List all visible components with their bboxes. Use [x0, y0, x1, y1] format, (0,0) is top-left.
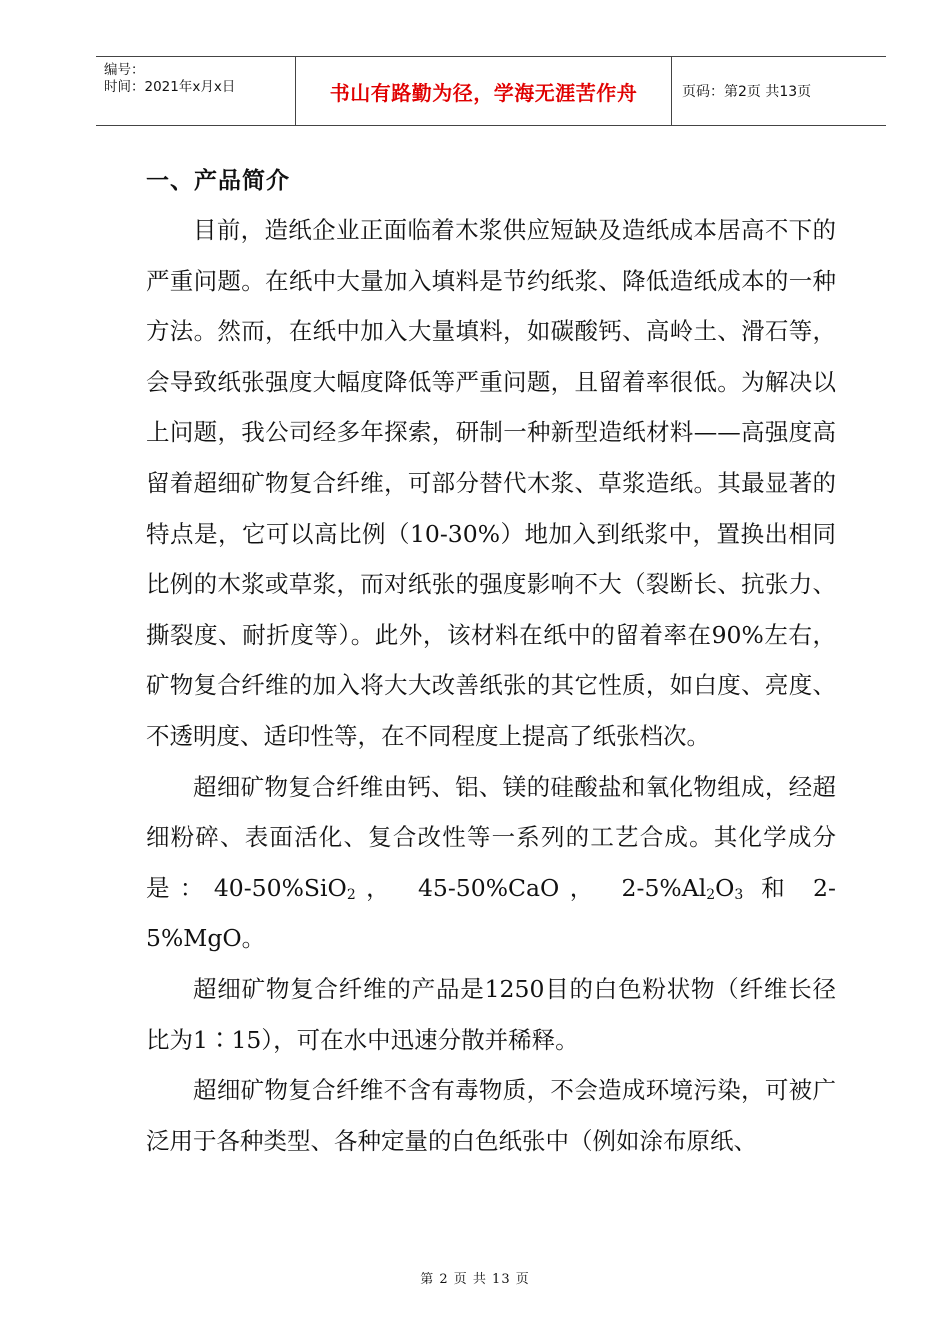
- mgo-value: 2-5%MgO。: [146, 873, 836, 953]
- oxygen: O: [715, 873, 735, 902]
- composition-intro: 超细矿物复合纤维由钙、铝、镁的硅酸盐和氧化物组成，经超细粉碎、表面活化、复合改性等一系列的工艺合成。其化学成分是：: [146, 772, 836, 902]
- al2o3-value: 2-5%Al: [621, 873, 707, 902]
- paragraph-composition: [146, 762, 836, 964]
- header-meta: [96, 57, 296, 125]
- document-body: [146, 205, 836, 1166]
- paragraph-product: 超细矿物复合纤维的产品是1250目的白色粉状物（纤维长径比为1∶15），可在水中迅速分散并稀释。: [146, 974, 836, 1054]
- sio2-value: 40-50%SiO: [213, 873, 347, 902]
- header-page-info: 页码：第2页 共13页: [682, 84, 812, 100]
- time-label: 时间：2021年x月x日: [104, 79, 236, 95]
- o-subscript: 3: [734, 886, 744, 903]
- page-header: [96, 56, 886, 126]
- paragraph-intro: 目前，造纸企业正面临着木浆供应短缺及造纸成本居高不下的严重问题。在纸中大量加入填料是节约纸浆、降低造纸成本的一种方法。然而，在纸中加入大量填料，如碳酸钙、高岭土、滑石等，会导致纸张强度大幅度降低等严重问题，且留着率很低。为解决以上问题，我公司经多年探索，研制一种新型造纸材料——高强度高留着超细矿物复合纤维，可部分替代木浆、草浆造纸。其最显著的特点是，它可以高比例（10-30%）地加入到纸浆中，置换出相同比例的木浆或草浆，而对纸张的强度影响不大（裂断长、抗张力、撕裂度、耐折度等）。此外，该材料在纸中的留着率在90%左右，矿物复合纤维的加入将大大改善纸张的其它性质，如白度、亮度、不透明度、适印性等，在不同程度上提高了纸张档次。: [146, 216, 836, 750]
- page-footer: 第 2 页 共 13 页: [420, 1272, 530, 1287]
- separator: ，: [559, 873, 604, 902]
- al-subscript: 2: [706, 886, 716, 903]
- section-heading: 一、产品简介: [146, 168, 290, 194]
- paragraph-usage: 超细矿物复合纤维不含有毒物质，不会造成环境污染，可被广泛用于各种类型、各种定量的白色纸张中（例如涂布原纸、: [146, 1076, 836, 1155]
- number-label: 编号：: [104, 62, 145, 78]
- header-motto: 书山有路勤为径，学海无涯苦作舟: [296, 57, 672, 125]
- sio2-subscript: 2: [346, 886, 356, 903]
- separator: ，: [355, 873, 401, 902]
- and-word: 和: [761, 873, 796, 902]
- cao-value: 45-50%CaO: [417, 873, 560, 902]
